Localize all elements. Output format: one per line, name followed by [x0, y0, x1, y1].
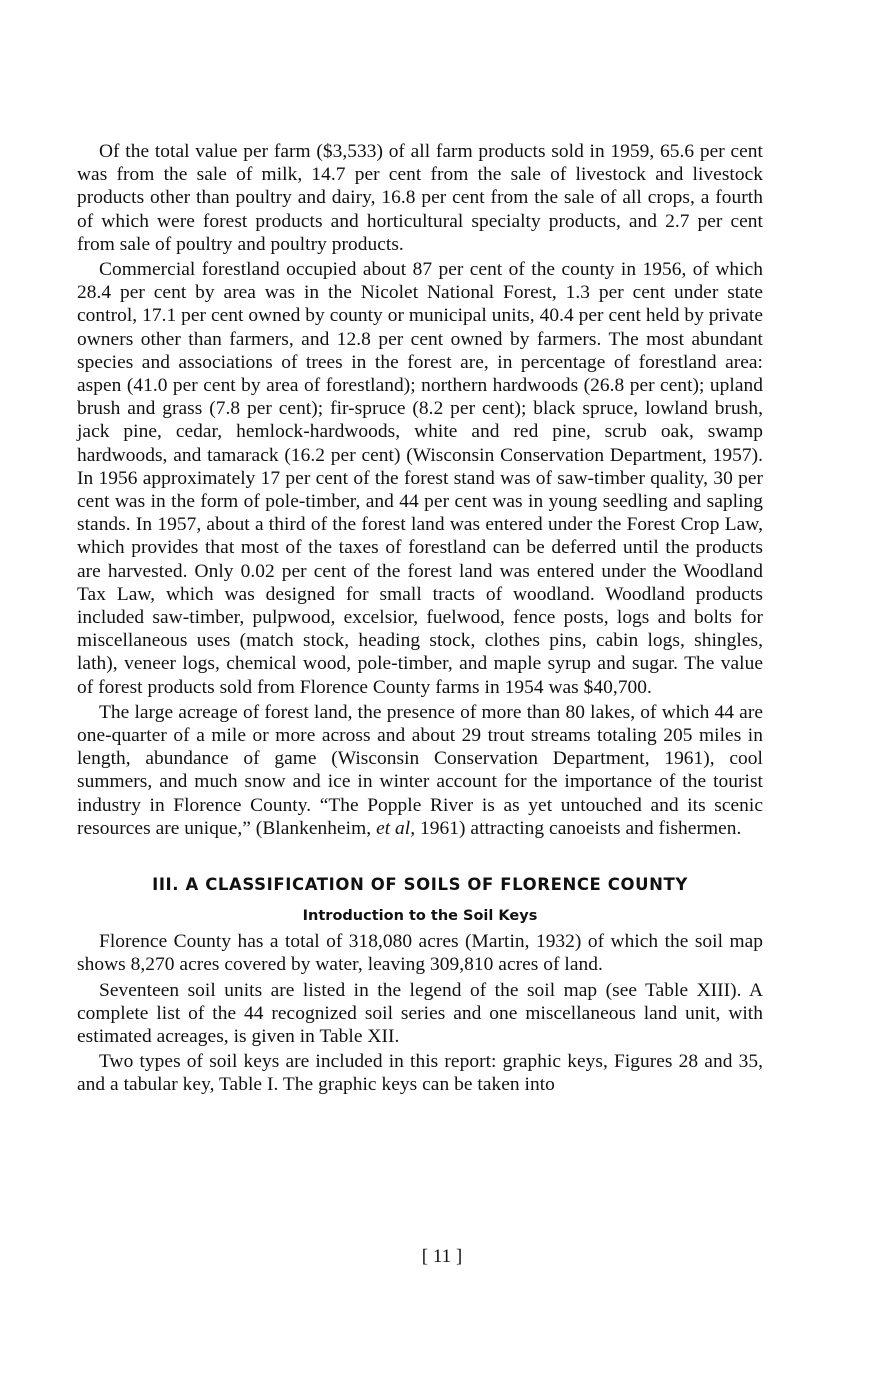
page-number: [ 11 ] — [421, 1246, 463, 1267]
page-body — [77, 140, 763, 1099]
paragraph-commercial-forestland: Commercial forestland occupied about 87 per cent of the county in 1956, of which 28.4 per cent by area was in the Nicolet National Forest, 1.3 per cent under state control, 17.1 per cent owned by county or municipal units, 40.4 per cent held by private owners other than farmers, and 12.8 per cent owned by farmers. The most abundant species and associations of trees in the forest are, in percentage of forestland area: aspen (41.0 per cent by area of forestland); northern hardwoods (26.8 per cent); upland brush and grass (7.8 per cent); fir-spruce (8.2 per cent); black spruce, lowland brush, jack pine, cedar, hemlock-hardwoods, white and red pine, scrub oak, swamp hardwoods, and tamarack (16.2 per cent) (Wisconsin Conservation Department, 1957). In 1956 approximately 17 per cent of the forest stand was of saw-timber quality, 30 per cent was in the form of pole-timber, and 44 per cent was in young seedling and sapling stands. In 1957, about a third of the forest land was entered under the Forest Crop Law, which provides that most of the taxes of forestland can be deferred until the products are harvested. Only 0.02 per cent of the forest land was entered under the Woodland Tax Law, which was designed for small tracts of woodland. Woodland products included saw-timber, pulpwood, excelsior, fuelwood, fence posts, logs and bolts for miscellaneous uses (match stock, heading stock, clothes pins, cabin logs, shingles, lath), veneer logs, chemical wood, pole-timber, and maple syrup and sugar. The value of forest products sold from Florence County farms in 1954 was $40,700. — [77, 259, 763, 698]
paragraph-tourist-text-end: 1961) attracting canoeists and fishermen. — [415, 817, 742, 839]
sub-heading: Introduction to the Soil Keys — [302, 908, 538, 925]
paragraph-soil-units: Seventeen soil units are listed in the legend of the soil map (see Table XIII). A complete list of the 44 recognized soil series and one miscellaneous land unit, with estimated acreages, is given in Table XII. — [77, 979, 763, 1047]
citation-et-al: et al, — [376, 817, 416, 839]
paragraph-tourist-industry — [77, 701, 763, 840]
paragraph-tourist-text-start: The large acreage of forest land, the presence of more than 80 lakes, of which 44 are one-quarter of a mile or more across and about 29 trout streams totaling 205 miles in length, abundance of game (Wisconsin Conservation Department, 1961), cool summers, and much snow and ice in winter account for the importance of the tourist industry in Florence County. “The Popple River is as yet untouched and its scenic resources are unique,” (Blankenheim, — [77, 701, 763, 839]
paragraph-soil-keys: Two types of soil keys are included in this report: graphic keys, Figures 28 and 35, and a tabular key, Table I. The graphic keys can be taken into — [77, 1051, 763, 1096]
paragraph-farm-products-value: Of the total value per farm ($3,533) of all farm products sold in 1959, 65.6 per cent was from the sale of milk, 14.7 per cent from the sale of livestock and livestock products other than poultry and dairy, 16.8 per cent from the sale of all crops, a fourth of which were forest products and horticultural specialty products, and 2.7 per cent from sale of poultry and poultry products. — [77, 141, 763, 255]
section-heading: III. A CLASSIFICATION OF SOILS OF FLORENCE COUNTY — [152, 875, 688, 895]
paragraph-county-acreage: Florence County has a total of 318,080 acres (Martin, 1932) of which the soil map shows 8,270 acres covered by water, leaving 309,810 acres of land. — [77, 931, 763, 976]
